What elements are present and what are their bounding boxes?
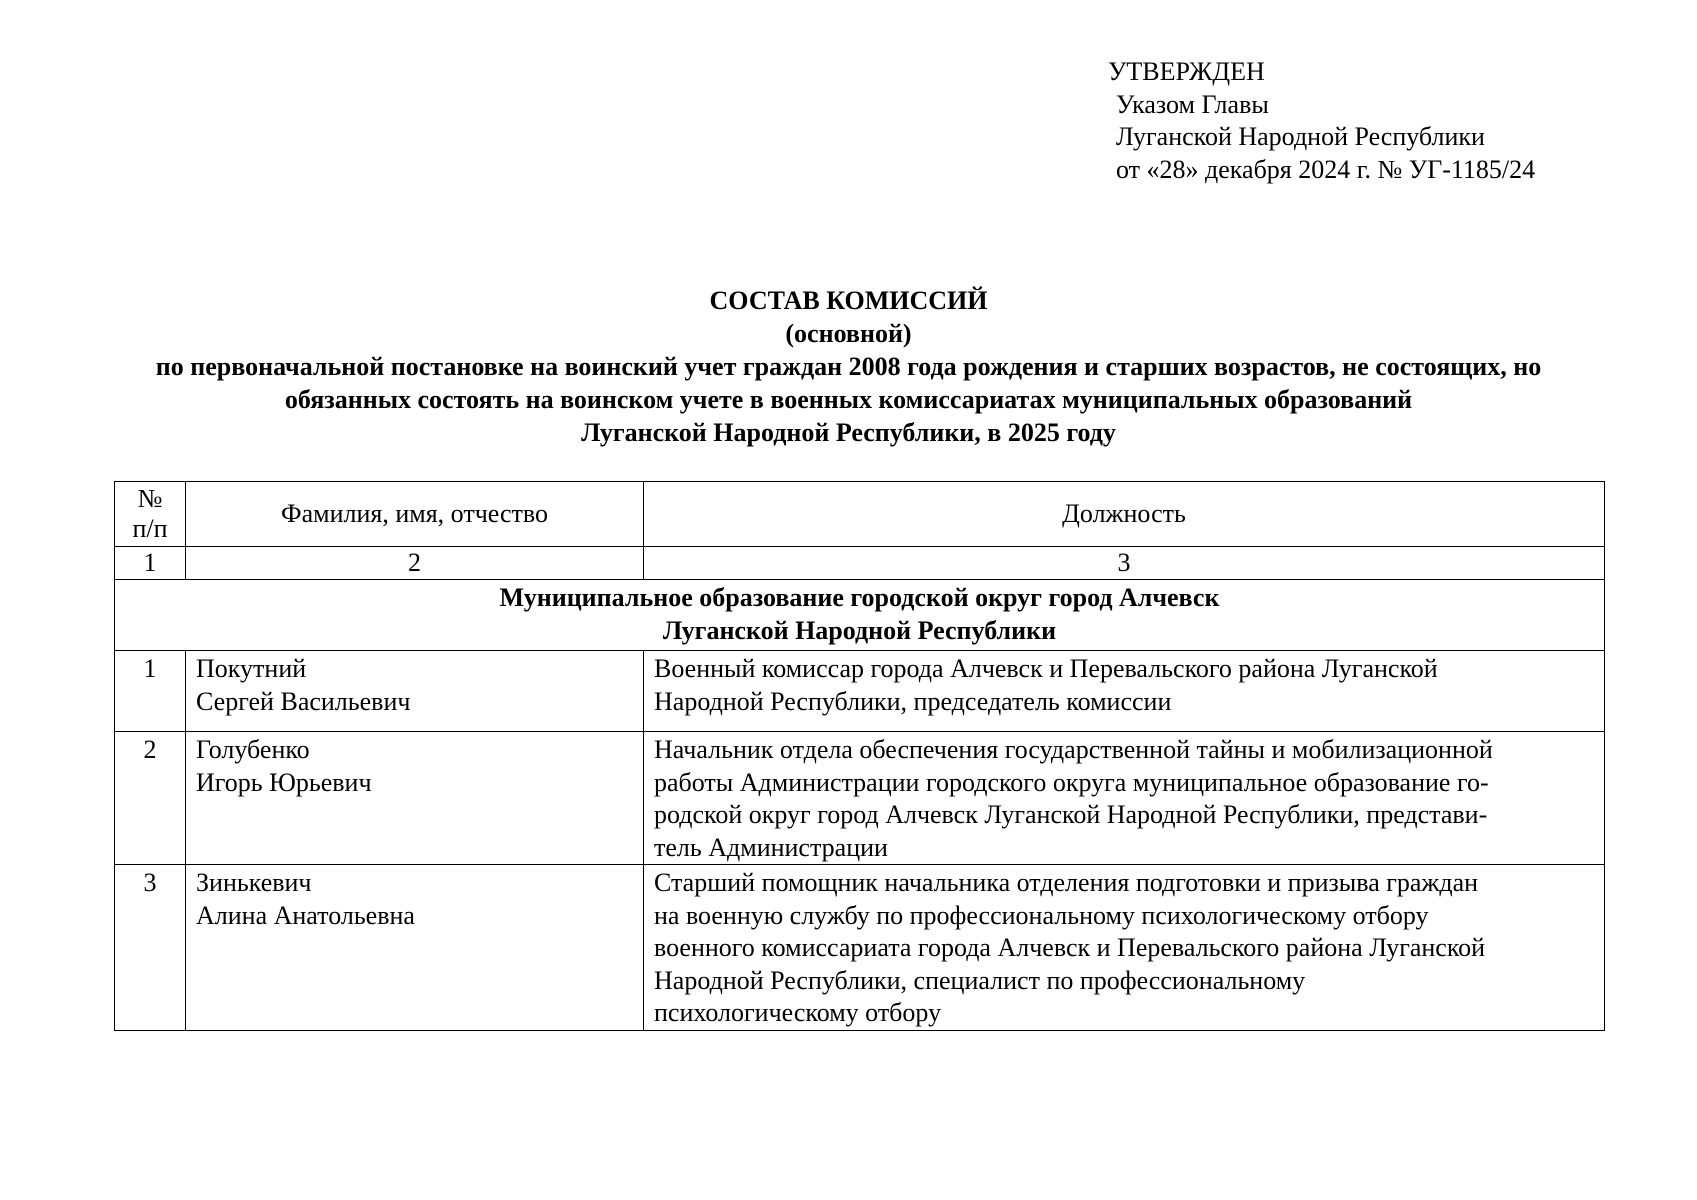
title-description-line-3: Луганской Народной Республики, в 2025 году [581, 418, 1116, 447]
position-line: на военную службу по профессиональному психологическому отбору [654, 900, 1429, 930]
position-line: Народной Республики, председатель комиссии [654, 686, 1172, 716]
header-number-abbrev: п/п [132, 514, 168, 543]
member-given-names: Алина Анатольевна [196, 900, 415, 930]
position-line: Военный комиссар города Алчевск и Перевальского района Луганской [654, 654, 1438, 683]
member-given-names: Игорь Юрьевич [196, 767, 372, 797]
row-number: 2 [115, 732, 186, 865]
title-description-line-2: обязанных состоять на воинском учете в военных комиссариатах муниципальных образований [284, 385, 1413, 414]
position-line: Народной Республики, специалист по профессиональному [654, 965, 1306, 995]
row-number: 3 [115, 865, 186, 1031]
commission-table [114, 481, 1605, 1031]
section-title-line-2: Луганской Народной Республики [662, 615, 1057, 645]
column-index-3: 3 [644, 547, 1605, 580]
member-name [186, 732, 644, 865]
header-number-sign: № [137, 484, 163, 513]
header-number [115, 482, 186, 547]
table-row [115, 651, 1605, 732]
member-position [644, 865, 1605, 1031]
title-subtitle: (основной) [785, 319, 912, 348]
title-description-line-1: по первоначальной постановке на воинский учет граждан 2008 года рождения и старших возрастов, не состоящих, но [155, 352, 1542, 381]
position-line: военного комиссариата города Алчевск и Перевальского района Луганской [654, 933, 1486, 962]
column-index-1: 1 [115, 547, 186, 580]
table-row [115, 732, 1605, 865]
position-line: Начальник отдела обеспечения государственной тайны и мобилизационной [654, 735, 1493, 764]
section-title [115, 580, 1605, 651]
member-given-names: Сергей Васильевич [196, 686, 411, 716]
table-header-row [115, 482, 1605, 547]
member-surname: Зинькевич [196, 868, 312, 897]
member-surname: Покутний [196, 654, 307, 683]
section-title-line-1: Муниципальное образование городской округ город Алчевск [499, 583, 1220, 612]
document-title [60, 284, 1637, 449]
approval-stamp [1108, 56, 1535, 186]
member-position [644, 651, 1605, 732]
member-position [644, 732, 1605, 865]
approval-republic: Луганской Народной Республики [1116, 122, 1485, 151]
approval-approved: УТВЕРЖДЕН [1108, 57, 1265, 86]
header-position: Должность [644, 482, 1605, 547]
title-main: СОСТАВ КОМИССИЙ [709, 286, 988, 315]
position-line: работы Администрации городского округа муниципальное образование го- [654, 767, 1489, 797]
position-line: тель Администрации [654, 832, 888, 862]
section-row [115, 580, 1605, 651]
header-full-name: Фамилия, имя, отчество [186, 482, 644, 547]
position-line: Старший помощник начальника отделения подготовки и призыва граждан [654, 868, 1479, 897]
member-surname: Голубенко [196, 735, 310, 764]
row-number: 1 [115, 651, 186, 732]
column-index-row [115, 547, 1605, 580]
column-index-2: 2 [186, 547, 644, 580]
table-row [115, 865, 1605, 1031]
approval-date-number: от «28» декабря 2024 г. № УГ-1185/24 [1116, 154, 1536, 184]
position-line: родской округ город Алчевск Луганской Народной Республики, представи- [654, 800, 1488, 829]
member-name [186, 651, 644, 732]
position-line: психологическому отбору [654, 998, 942, 1027]
approval-decree: Указом Главы [1116, 89, 1269, 119]
member-name [186, 865, 644, 1031]
